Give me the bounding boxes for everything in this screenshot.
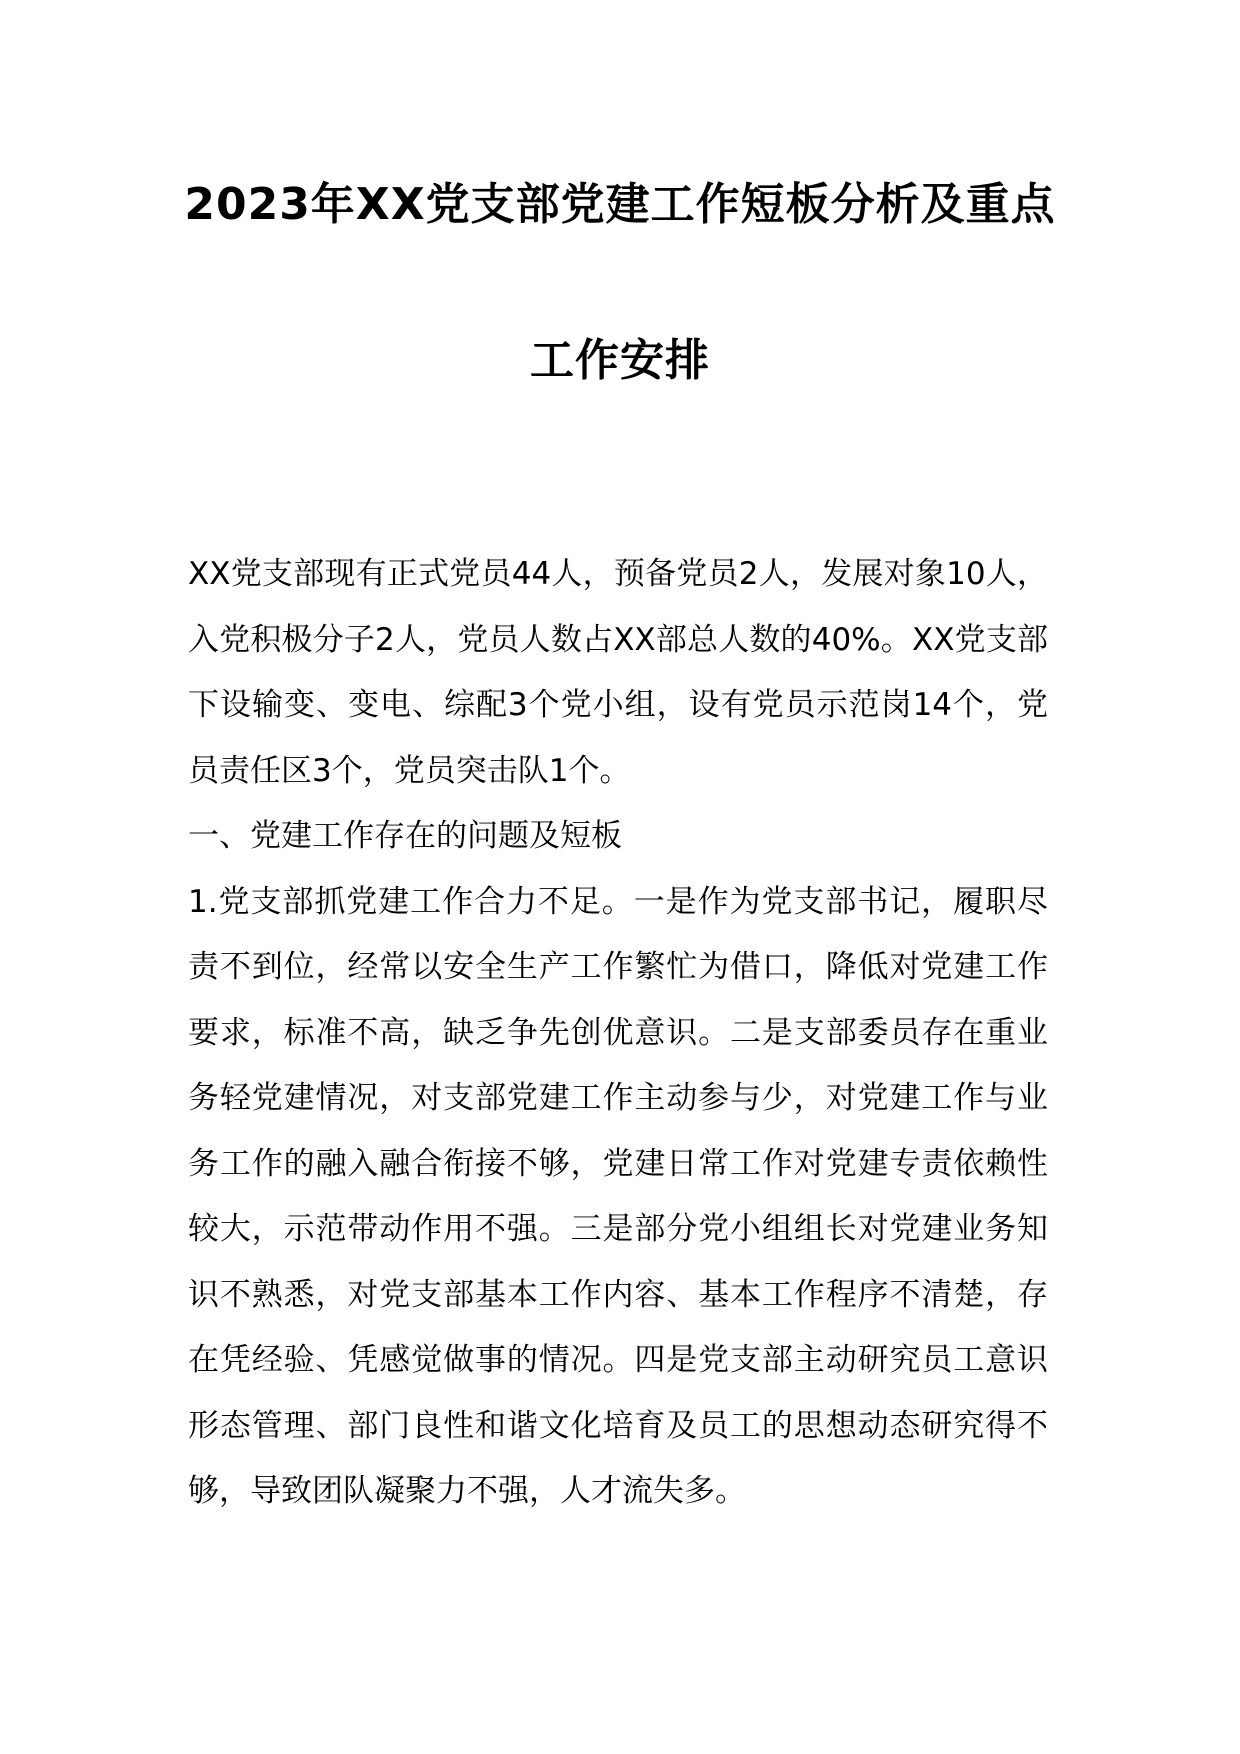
section-heading: 一、党建工作存在的问题及短板 <box>188 818 622 854</box>
paragraph-overview: XX党支部现有正式党员44人，预备党员2人，发展对象10人，入党积极分子2人，党员人数占XX部总人数的40%。XX党支部下设输变、变电、综配3个党小组，设有党员示范岗14个，党员责任区3个，党员突击队1个。 <box>188 556 1048 789</box>
document-body <box>188 542 1048 1525</box>
paragraph-item-1: 1.党支部抓党建工作合力不足。一是作为党支部书记，履职尽责不到位，经常以安全生产工作繁忙为借口，降低对党建工作要求，标准不高，缺乏争先创优意识。二是支部委员存在重业务轻党建情况，对支部党建工作主动参与少，对党建工作与业务工作的融入融合衔接不够，党建日常工作对党建专责依赖性较大，示范带动作用不强。三是部分党小组组长对党建业务知识不熟悉，对党支部基本工作内容、基本工作程序不清楚，存在凭经验、凭感觉做事的情况。四是党支部主动研究员工意识形态管理、部门良性和谐文化培育及员工的思想动态研究得不够，导致团队凝聚力不强，人才流失多。 <box>188 883 1048 1509</box>
document-title <box>150 175 1090 391</box>
title-line-1: 2023年XX党支部党建工作短板分析及重点 <box>184 179 1056 230</box>
title-line-2: 工作安排 <box>530 335 710 386</box>
